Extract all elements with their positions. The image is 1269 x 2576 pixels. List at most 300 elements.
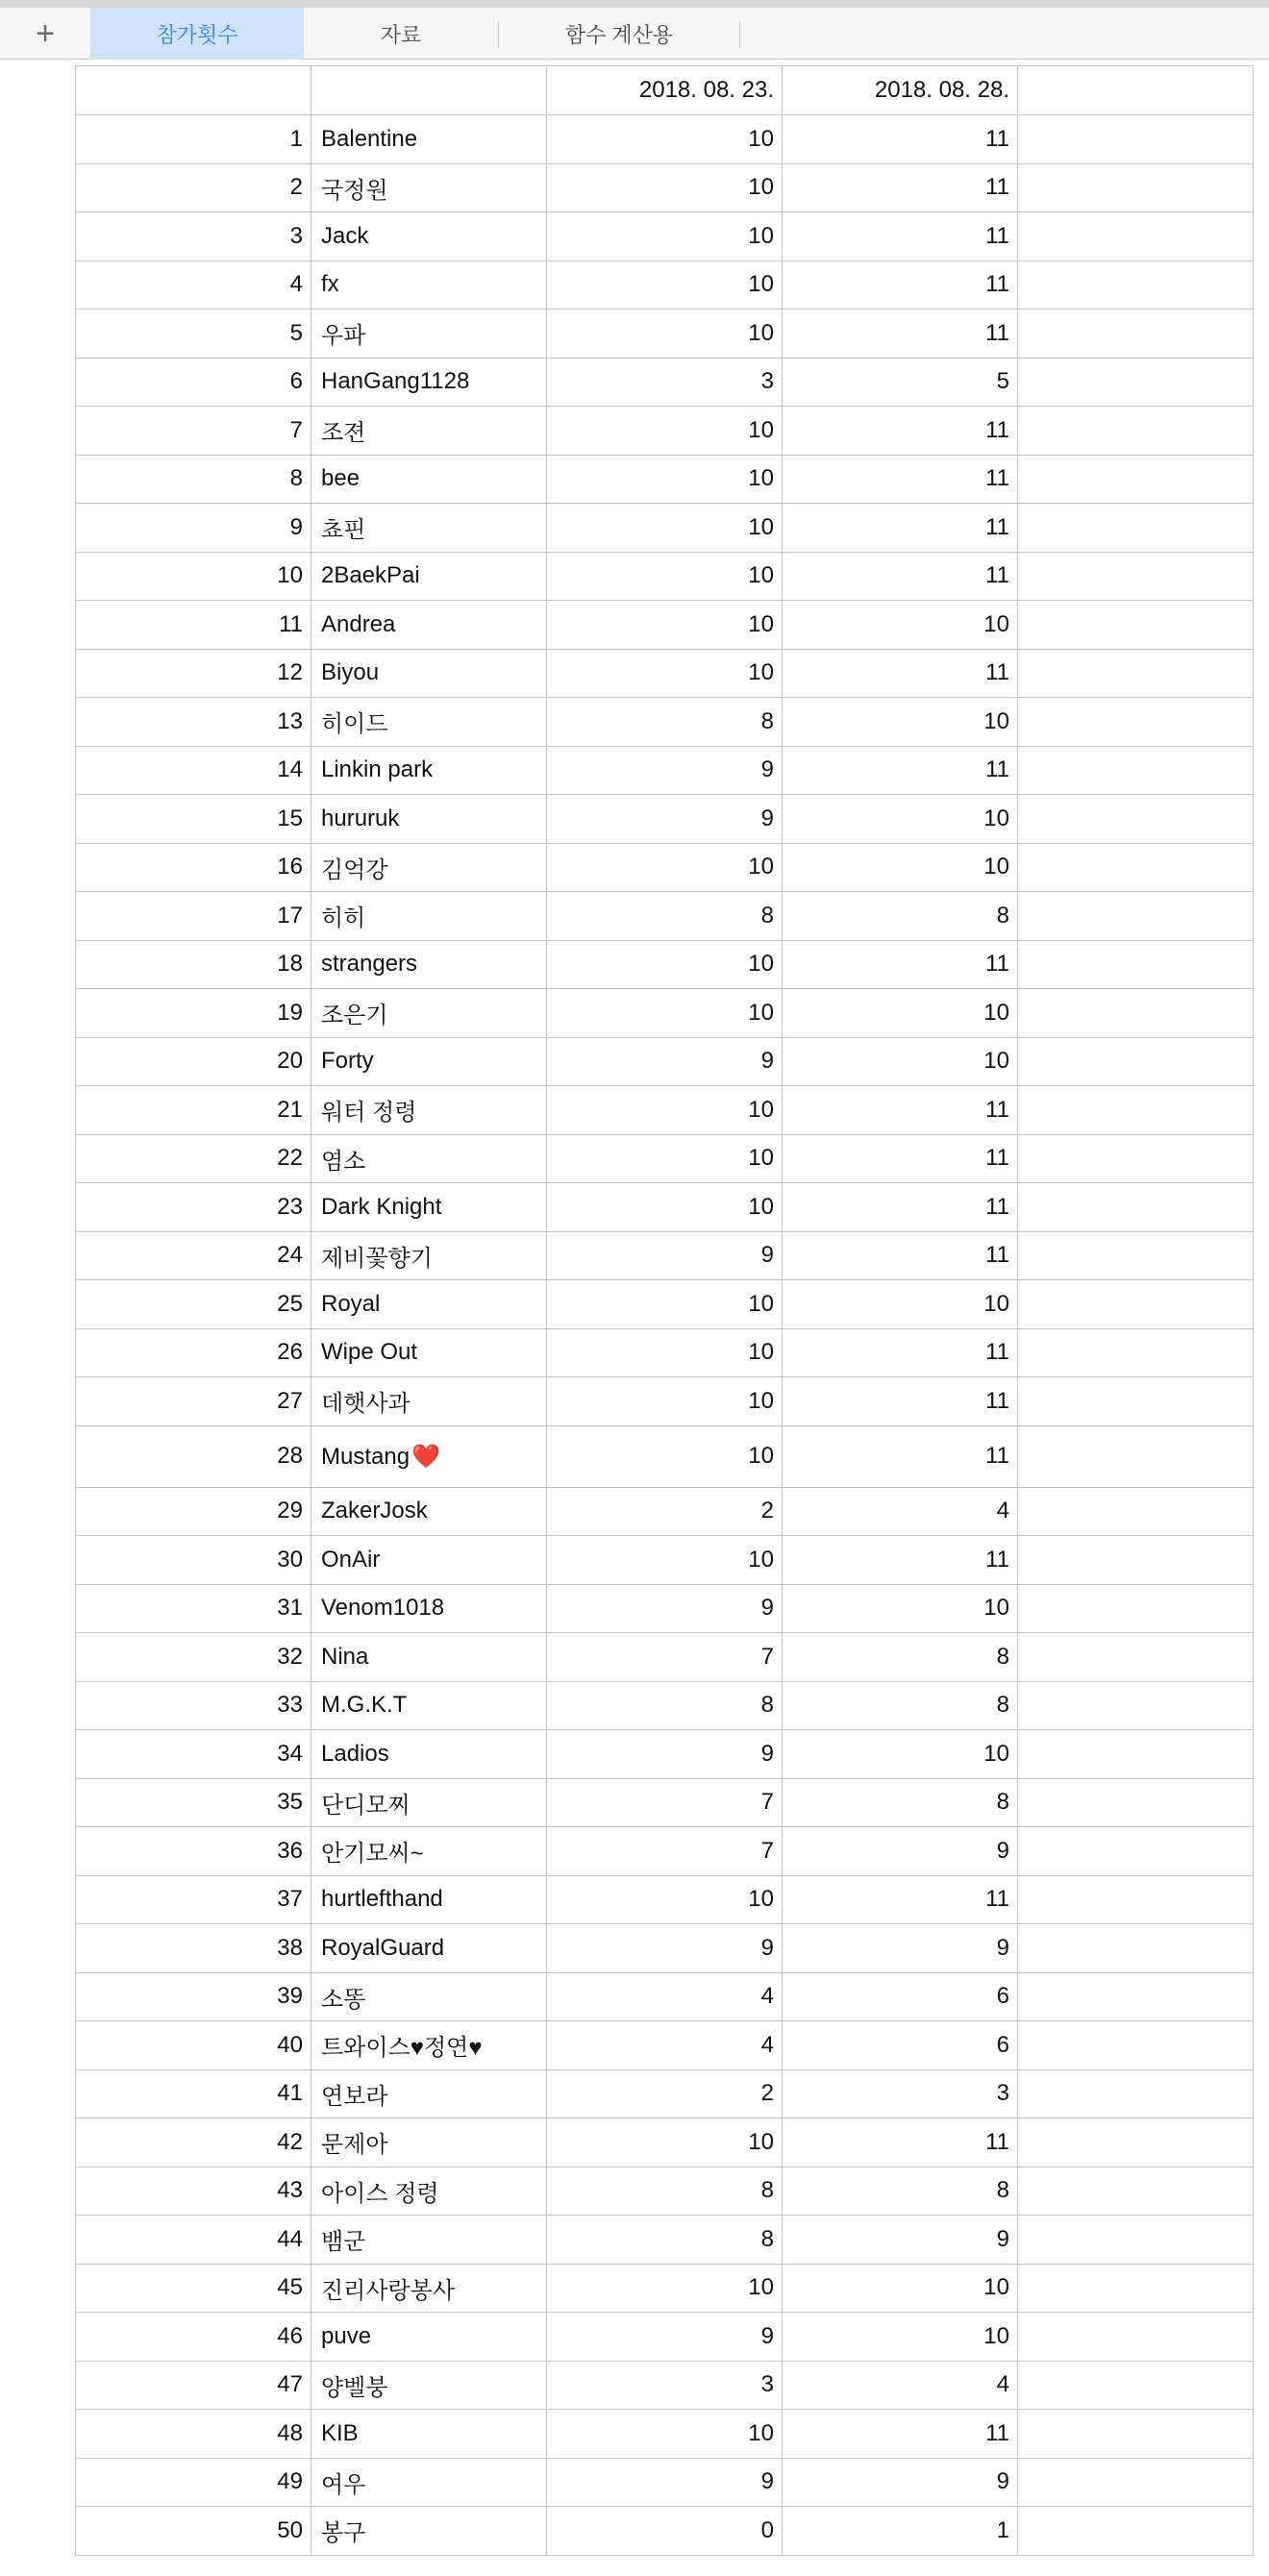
count-cell-date-1[interactable]: 10	[547, 601, 783, 650]
table-row	[76, 504, 1254, 553]
count-cell-date-1[interactable]: 10	[547, 2118, 783, 2167]
header-cell[interactable]	[311, 66, 547, 115]
count-cell-date-2[interactable]: 10	[783, 2264, 1018, 2313]
row-number-cell[interactable]: 29	[76, 1487, 311, 1536]
count-cell-date-2[interactable]: 11	[783, 310, 1018, 359]
empty-cell[interactable]	[1018, 358, 1254, 407]
row-number-cell[interactable]: 28	[76, 1425, 311, 1487]
row-number-cell[interactable]: 13	[76, 698, 311, 747]
empty-cell[interactable]	[1018, 115, 1254, 164]
name-cell[interactable]	[311, 1633, 547, 1682]
count-cell-date-2[interactable]: 8	[783, 1778, 1018, 1827]
count-cell-date-1[interactable]: 8	[547, 2167, 783, 2216]
name-cell[interactable]	[311, 2069, 547, 2118]
name-cell[interactable]	[311, 698, 547, 747]
row-number-cell[interactable]: 23	[76, 1183, 311, 1232]
empty-cell[interactable]	[1018, 1086, 1254, 1135]
name-cell[interactable]	[311, 1875, 547, 1924]
name-cell[interactable]	[311, 843, 547, 892]
count-cell-date-1[interactable]: 10	[547, 2264, 783, 2313]
name-cell[interactable]	[311, 1328, 547, 1377]
count-cell-date-1[interactable]: 9	[547, 746, 783, 795]
name-text: ZakerJosk	[321, 1498, 428, 1524]
count-cell-date-2[interactable]: 11	[783, 746, 1018, 795]
empty-cell[interactable]	[1018, 2264, 1254, 2313]
name-cell[interactable]	[311, 2410, 547, 2459]
count-cell-date-1[interactable]: 10	[547, 407, 783, 456]
count-cell-date-2[interactable]: 9	[783, 2216, 1018, 2265]
name-text: 트와이스♥정연♥	[321, 2035, 483, 2062]
name-cell[interactable]	[311, 115, 547, 164]
table-row	[76, 1875, 1254, 1924]
count-cell-date-2[interactable]: 11	[783, 1328, 1018, 1377]
count-cell-date-1[interactable]: 9	[547, 2313, 783, 2362]
name-cell[interactable]	[311, 1425, 547, 1487]
count-cell-date-1[interactable]: 10	[547, 260, 783, 310]
count-cell-date-1[interactable]: 10	[547, 1328, 783, 1377]
count-cell-date-1[interactable]: 10	[547, 1183, 783, 1232]
count-cell-date-1[interactable]: 7	[547, 1633, 783, 1682]
count-cell-date-1[interactable]: 9	[547, 1231, 783, 1280]
name-cell[interactable]	[311, 1827, 547, 1876]
count-cell-date-1[interactable]: 10	[547, 1425, 783, 1487]
count-cell-date-1[interactable]: 9	[547, 1584, 783, 1633]
table-row	[76, 2021, 1254, 2070]
empty-cell[interactable]	[1018, 1231, 1254, 1280]
count-cell-date-1[interactable]: 10	[547, 2410, 783, 2459]
empty-cell[interactable]	[1018, 2069, 1254, 2118]
count-cell-date-2[interactable]: 11	[783, 407, 1018, 456]
empty-cell[interactable]	[1018, 1633, 1254, 1682]
empty-cell[interactable]	[1018, 310, 1254, 359]
empty-cell[interactable]	[1018, 892, 1254, 941]
empty-cell[interactable]	[1018, 795, 1254, 844]
tab-function-calc[interactable]: 함수 계산용	[564, 22, 674, 47]
count-cell-date-1[interactable]: 8	[547, 2216, 783, 2265]
name-cell[interactable]	[311, 1231, 547, 1280]
row-number-cell[interactable]: 42	[76, 2118, 311, 2167]
name-text: 문제아	[321, 2132, 388, 2159]
header-date-2[interactable]: 2018. 08. 28.	[783, 66, 1018, 115]
row-number-cell[interactable]: 24	[76, 1231, 311, 1280]
count-cell-date-1[interactable]: 10	[547, 1536, 783, 1585]
empty-cell[interactable]	[1018, 2021, 1254, 2070]
name-cell[interactable]	[311, 455, 547, 504]
empty-cell[interactable]	[1018, 2458, 1254, 2507]
name-cell[interactable]	[311, 940, 547, 989]
table-row	[76, 892, 1254, 941]
count-cell-date-1[interactable]: 7	[547, 1827, 783, 1876]
row-number-cell[interactable]: 7	[76, 407, 311, 456]
row-number-cell[interactable]: 16	[76, 843, 311, 892]
count-cell-date-1[interactable]: 9	[547, 2458, 783, 2507]
empty-cell[interactable]	[1018, 1584, 1254, 1633]
name-text: 데햇사과	[321, 1391, 411, 1418]
row-number-cell[interactable]: 45	[76, 2264, 311, 2313]
count-cell-date-2[interactable]: 11	[783, 1086, 1018, 1135]
name-text: 김억강	[321, 856, 388, 883]
row-number-cell[interactable]: 3	[76, 212, 311, 261]
empty-cell[interactable]	[1018, 1730, 1254, 1779]
count-cell-date-1[interactable]: 8	[547, 698, 783, 747]
count-cell-date-1[interactable]: 4	[547, 2021, 783, 2070]
name-cell[interactable]	[311, 1134, 547, 1183]
name-cell[interactable]	[311, 1681, 547, 1730]
count-cell-date-1[interactable]: 3	[547, 2361, 783, 2410]
name-cell[interactable]	[311, 1536, 547, 1585]
row-number-cell[interactable]: 50	[76, 2507, 311, 2556]
count-cell-date-2[interactable]: 6	[783, 1972, 1018, 2021]
row-number-cell[interactable]: 33	[76, 1681, 311, 1730]
row-number-cell[interactable]: 41	[76, 2069, 311, 2118]
name-text: puve	[321, 2322, 372, 2349]
count-cell-date-1[interactable]: 9	[547, 1037, 783, 1086]
name-cell[interactable]	[311, 2118, 547, 2167]
count-cell-date-1[interactable]: 9	[547, 1924, 783, 1973]
count-cell-date-2[interactable]: 8	[783, 892, 1018, 941]
count-cell-date-2[interactable]: 10	[783, 989, 1018, 1038]
name-cell[interactable]	[311, 260, 547, 310]
count-cell-date-2[interactable]: 11	[783, 552, 1018, 601]
count-cell-date-2[interactable]: 11	[783, 649, 1018, 698]
row-number-cell[interactable]: 10	[76, 552, 311, 601]
name-cell[interactable]	[311, 2264, 547, 2313]
empty-cell[interactable]	[1018, 2313, 1254, 2362]
name-text: Forty	[321, 1048, 374, 1075]
row-number-cell[interactable]: 17	[76, 892, 311, 941]
row-number-cell[interactable]: 46	[76, 2313, 311, 2362]
count-cell-date-2[interactable]: 9	[783, 1827, 1018, 1876]
empty-cell[interactable]	[1018, 940, 1254, 989]
name-cell[interactable]	[311, 2021, 547, 2070]
count-cell-date-1[interactable]: 10	[547, 163, 783, 212]
name-cell[interactable]	[311, 1377, 547, 1426]
name-text: RoyalGuard	[321, 1934, 445, 1961]
name-cell[interactable]	[311, 746, 547, 795]
count-cell-date-2[interactable]: 11	[783, 1183, 1018, 1232]
count-cell-date-2[interactable]: 8	[783, 1633, 1018, 1682]
table-row	[76, 115, 1254, 164]
table-row	[76, 1231, 1254, 1280]
count-cell-date-2[interactable]: 9	[783, 1924, 1018, 1973]
table-row	[76, 1037, 1254, 1086]
count-cell-date-2[interactable]: 10	[783, 1037, 1018, 1086]
row-number-cell[interactable]: 21	[76, 1086, 311, 1135]
count-cell-date-1[interactable]: 10	[547, 455, 783, 504]
count-cell-date-1[interactable]: 10	[547, 1280, 783, 1329]
name-cell[interactable]	[311, 1280, 547, 1329]
name-text: 워터 정령	[321, 1100, 417, 1127]
count-cell-date-2[interactable]: 4	[783, 2361, 1018, 2410]
empty-cell[interactable]	[1018, 698, 1254, 747]
name-cell[interactable]	[311, 2313, 547, 2362]
count-cell-date-1[interactable]: 10	[547, 504, 783, 553]
count-cell-date-2[interactable]: 11	[783, 455, 1018, 504]
count-cell-date-2[interactable]: 10	[783, 843, 1018, 892]
count-cell-date-2[interactable]: 11	[783, 1536, 1018, 1585]
table-row	[76, 1972, 1254, 2021]
name-text: Jack	[321, 222, 369, 249]
name-cell[interactable]	[311, 989, 547, 1038]
name-cell[interactable]	[311, 795, 547, 844]
name-cell[interactable]	[311, 2216, 547, 2265]
row-number-cell[interactable]: 34	[76, 1730, 311, 1779]
empty-cell[interactable]	[1018, 504, 1254, 553]
count-cell-date-1[interactable]: 2	[547, 2069, 783, 2118]
table-row	[76, 407, 1254, 456]
name-text: Nina	[321, 1643, 369, 1670]
table-row	[76, 2410, 1254, 2459]
empty-cell[interactable]	[1018, 1328, 1254, 1377]
count-cell-date-1[interactable]: 9	[547, 1730, 783, 1779]
empty-cell[interactable]	[1018, 1183, 1254, 1232]
row-number-cell[interactable]: 8	[76, 455, 311, 504]
table-row	[76, 2069, 1254, 2118]
empty-cell[interactable]	[1018, 843, 1254, 892]
row-number-cell[interactable]: 39	[76, 1972, 311, 2021]
name-text: 조은기	[321, 1003, 388, 1029]
count-cell-date-2[interactable]: 10	[783, 698, 1018, 747]
empty-cell[interactable]	[1018, 746, 1254, 795]
row-number-cell[interactable]: 18	[76, 940, 311, 989]
row-number-cell[interactable]: 14	[76, 746, 311, 795]
table-row	[76, 212, 1254, 261]
count-cell-date-2[interactable]: 10	[783, 1280, 1018, 1329]
tab-participation-count[interactable]: 참가횟수	[90, 8, 304, 60]
count-cell-date-1[interactable]: 10	[547, 115, 783, 164]
add-sheet-button[interactable]: +	[36, 14, 55, 52]
row-number-cell[interactable]: 40	[76, 2021, 311, 2070]
name-text: 히히	[321, 905, 366, 932]
name-cell[interactable]	[311, 310, 547, 359]
name-text: 연보라	[321, 2083, 388, 2110]
name-cell[interactable]	[311, 1183, 547, 1232]
empty-cell[interactable]	[1018, 163, 1254, 212]
count-cell-date-2[interactable]: 3	[783, 2069, 1018, 2118]
row-number-cell[interactable]: 48	[76, 2410, 311, 2459]
count-cell-date-1[interactable]: 10	[547, 1875, 783, 1924]
table-row	[76, 795, 1254, 844]
count-cell-date-2[interactable]: 11	[783, 1231, 1018, 1280]
count-cell-date-2[interactable]: 11	[783, 2410, 1018, 2459]
count-cell-date-2[interactable]: 8	[783, 1681, 1018, 1730]
count-cell-date-1[interactable]: 7	[547, 1778, 783, 1827]
empty-cell[interactable]	[1018, 2410, 1254, 2459]
name-text: 양벨붕	[321, 2374, 388, 2401]
count-cell-date-2[interactable]: 11	[783, 115, 1018, 164]
count-cell-date-2[interactable]: 10	[783, 1584, 1018, 1633]
count-cell-date-2[interactable]: 11	[783, 163, 1018, 212]
tab-data[interactable]: 자료	[380, 22, 422, 47]
empty-cell[interactable]	[1018, 260, 1254, 310]
count-cell-date-2[interactable]: 9	[783, 2458, 1018, 2507]
name-cell[interactable]	[311, 649, 547, 698]
count-cell-date-1[interactable]: 8	[547, 892, 783, 941]
empty-cell[interactable]	[1018, 2361, 1254, 2410]
row-number-cell[interactable]: 9	[76, 504, 311, 553]
row-number-cell[interactable]: 19	[76, 989, 311, 1038]
empty-cell[interactable]	[1018, 407, 1254, 456]
count-cell-date-2[interactable]: 11	[783, 1425, 1018, 1487]
name-cell[interactable]	[311, 504, 547, 553]
count-cell-date-2[interactable]: 11	[783, 260, 1018, 310]
count-cell-date-2[interactable]: 10	[783, 601, 1018, 650]
row-number-cell[interactable]: 27	[76, 1377, 311, 1426]
row-number-cell[interactable]: 36	[76, 1827, 311, 1876]
name-cell[interactable]	[311, 1584, 547, 1633]
count-cell-date-1[interactable]: 10	[547, 989, 783, 1038]
row-number-cell[interactable]: 37	[76, 1875, 311, 1924]
count-cell-date-2[interactable]: 11	[783, 212, 1018, 261]
empty-cell[interactable]	[1018, 1778, 1254, 1827]
count-cell-date-1[interactable]: 10	[547, 552, 783, 601]
empty-cell[interactable]	[1018, 1681, 1254, 1730]
name-cell[interactable]	[311, 1778, 547, 1827]
name-cell[interactable]	[311, 1037, 547, 1086]
count-cell-date-2[interactable]: 11	[783, 1377, 1018, 1426]
empty-cell[interactable]	[1018, 1134, 1254, 1183]
empty-cell[interactable]	[1018, 1972, 1254, 2021]
row-number-cell[interactable]: 4	[76, 260, 311, 310]
name-cell[interactable]	[311, 1487, 547, 1536]
count-cell-date-2[interactable]: 6	[783, 2021, 1018, 2070]
count-cell-date-1[interactable]: 0	[547, 2507, 783, 2556]
empty-cell[interactable]	[1018, 2167, 1254, 2216]
row-number-cell[interactable]: 22	[76, 1134, 311, 1183]
name-cell[interactable]	[311, 1086, 547, 1135]
empty-cell[interactable]	[1018, 455, 1254, 504]
row-number-cell[interactable]: 43	[76, 2167, 311, 2216]
name-cell[interactable]	[311, 1730, 547, 1779]
name-cell[interactable]	[311, 163, 547, 212]
count-cell-date-2[interactable]: 11	[783, 1134, 1018, 1183]
row-number-cell[interactable]: 6	[76, 358, 311, 407]
header-date-1[interactable]: 2018. 08. 23.	[547, 66, 783, 115]
name-text: Dark Knight	[321, 1193, 442, 1220]
count-cell-date-2[interactable]: 1	[783, 2507, 1018, 2556]
empty-cell[interactable]	[1018, 649, 1254, 698]
count-cell-date-1[interactable]: 8	[547, 1681, 783, 1730]
name-cell[interactable]	[311, 2458, 547, 2507]
name-text: Wipe Out	[321, 1339, 418, 1366]
empty-cell[interactable]	[1018, 601, 1254, 650]
count-cell-date-1[interactable]: 9	[547, 795, 783, 844]
row-number-cell[interactable]: 12	[76, 649, 311, 698]
name-cell[interactable]	[311, 212, 547, 261]
empty-cell[interactable]	[1018, 2216, 1254, 2265]
count-cell-date-1[interactable]: 10	[547, 212, 783, 261]
empty-cell[interactable]	[1018, 989, 1254, 1038]
count-cell-date-2[interactable]: 11	[783, 940, 1018, 989]
count-cell-date-2[interactable]: 8	[783, 2167, 1018, 2216]
count-cell-date-1[interactable]: 10	[547, 649, 783, 698]
row-number-cell[interactable]: 11	[76, 601, 311, 650]
empty-cell[interactable]	[1018, 2118, 1254, 2167]
row-number-cell[interactable]: 32	[76, 1633, 311, 1682]
row-number-cell[interactable]: 20	[76, 1037, 311, 1086]
name-cell[interactable]	[311, 2167, 547, 2216]
count-cell-date-1[interactable]: 10	[547, 940, 783, 989]
empty-cell[interactable]	[1018, 1827, 1254, 1876]
count-cell-date-2[interactable]: 11	[783, 2118, 1018, 2167]
empty-cell[interactable]	[1018, 2507, 1254, 2556]
row-number-cell[interactable]: 30	[76, 1536, 311, 1585]
count-cell-date-1[interactable]: 10	[547, 1086, 783, 1135]
count-cell-date-2[interactable]: 11	[783, 1875, 1018, 1924]
count-cell-date-2[interactable]: 10	[783, 2313, 1018, 2362]
header-cell[interactable]	[1018, 66, 1254, 115]
count-cell-date-1[interactable]: 10	[547, 843, 783, 892]
count-cell-date-1[interactable]: 10	[547, 1134, 783, 1183]
name-cell[interactable]	[311, 1972, 547, 2021]
empty-cell[interactable]	[1018, 1377, 1254, 1426]
row-number-cell[interactable]: 5	[76, 310, 311, 359]
name-text: OnAir	[321, 1546, 381, 1573]
name-cell[interactable]	[311, 1924, 547, 1973]
row-number-cell[interactable]: 38	[76, 1924, 311, 1973]
name-text: 단디모찌	[321, 1792, 411, 1819]
name-cell[interactable]	[311, 601, 547, 650]
count-cell-date-2[interactable]: 11	[783, 504, 1018, 553]
count-cell-date-1[interactable]: 10	[547, 310, 783, 359]
name-cell[interactable]	[311, 2361, 547, 2410]
row-number-cell[interactable]: 25	[76, 1280, 311, 1329]
empty-cell[interactable]	[1018, 1924, 1254, 1973]
row-number-cell[interactable]: 2	[76, 163, 311, 212]
name-cell[interactable]	[311, 552, 547, 601]
count-cell-date-1[interactable]: 2	[547, 1487, 783, 1536]
name-text: Biyou	[321, 659, 380, 686]
row-number-cell[interactable]: 1	[76, 115, 311, 164]
empty-cell[interactable]	[1018, 1875, 1254, 1924]
row-number-cell[interactable]: 15	[76, 795, 311, 844]
count-cell-date-2[interactable]: 5	[783, 358, 1018, 407]
name-text: 뱀군	[321, 2229, 366, 2256]
name-cell[interactable]	[311, 407, 547, 456]
empty-cell[interactable]	[1018, 212, 1254, 261]
name-text: 2BaekPai	[321, 562, 420, 589]
empty-cell[interactable]	[1018, 1536, 1254, 1585]
sheet-tab-bar	[0, 8, 1269, 60]
empty-cell[interactable]	[1018, 1487, 1254, 1536]
count-cell-date-2[interactable]: 4	[783, 1487, 1018, 1536]
row-number-cell[interactable]: 44	[76, 2216, 311, 2265]
count-cell-date-1[interactable]: 4	[547, 1972, 783, 2021]
count-cell-date-2[interactable]: 10	[783, 795, 1018, 844]
row-number-cell[interactable]: 49	[76, 2458, 311, 2507]
name-text: hururuk	[321, 805, 400, 831]
row-number-cell[interactable]: 47	[76, 2361, 311, 2410]
empty-cell[interactable]	[1018, 552, 1254, 601]
count-cell-date-1[interactable]: 10	[547, 1377, 783, 1426]
tab-separator	[739, 21, 740, 48]
name-cell[interactable]	[311, 892, 547, 941]
name-text: Mustang	[321, 1443, 411, 1470]
name-cell[interactable]	[311, 2507, 547, 2556]
empty-cell[interactable]	[1018, 1425, 1254, 1487]
count-cell-date-2[interactable]: 10	[783, 1730, 1018, 1779]
name-text: 봉구	[321, 2520, 366, 2547]
row-number-cell[interactable]: 26	[76, 1328, 311, 1377]
header-cell[interactable]	[76, 66, 311, 115]
empty-cell[interactable]	[1018, 1280, 1254, 1329]
row-number-cell[interactable]: 35	[76, 1778, 311, 1827]
row-number-cell[interactable]: 31	[76, 1584, 311, 1633]
name-cell[interactable]	[311, 358, 547, 407]
empty-cell[interactable]	[1018, 1037, 1254, 1086]
name-text: HanGang1128	[321, 368, 470, 395]
count-cell-date-1[interactable]: 3	[547, 358, 783, 407]
